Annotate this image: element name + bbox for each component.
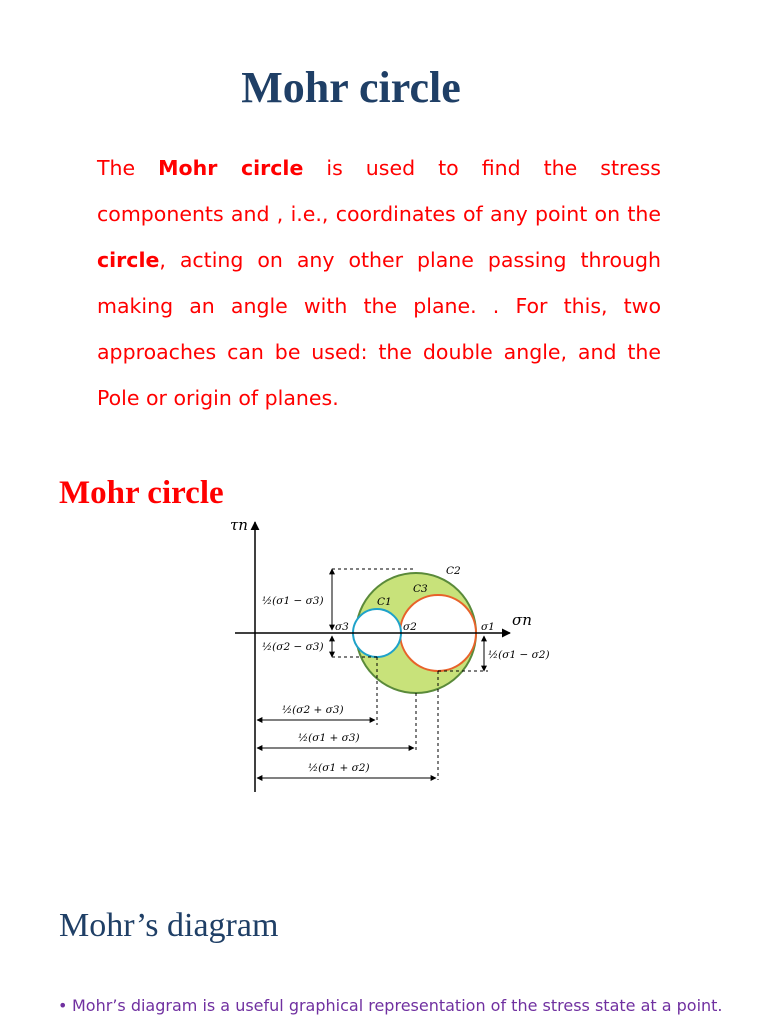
mohr-circle-diagram: [220, 512, 560, 802]
intro-bold-1: Mohr circle: [158, 156, 304, 180]
list-item: • Mohr’s diagram is a useful graphical representation of the stress state at a point.: [58, 996, 758, 1015]
dim-12-half: ½(σ1 − σ2): [488, 649, 550, 661]
center-12: ½(σ1 + σ2): [308, 762, 370, 774]
center-23: ½(σ2 + σ3): [282, 704, 344, 716]
intro-text-3: , acting on any other plane passing through making an angle with the plane. . For this, two approaches can be used: the double angle, and the Pole or origin of planes.: [97, 248, 661, 410]
label-sigma1: σ1: [481, 621, 495, 633]
tau-axis-label: τn: [230, 516, 248, 534]
dim-23-half: ½(σ2 − σ3): [262, 641, 324, 653]
intro-text-1: The: [97, 156, 159, 180]
section-heading-mohrs-diagram: Mohr’s diagram: [59, 907, 279, 944]
bullet-list: [58, 996, 758, 1015]
page-title: Mohr circle: [241, 63, 461, 112]
label-c1: C1: [377, 596, 392, 608]
label-c2: C2: [446, 565, 461, 577]
label-sigma2: σ2: [403, 621, 417, 633]
section-subtitle: Mohr circle: [59, 475, 224, 511]
intro-text-2: is used to find the stress components and , i.e., coordinates of any point on the: [97, 156, 661, 226]
intro-bold-2: circle: [97, 248, 160, 272]
center-13: ½(σ1 + σ3): [298, 732, 360, 744]
intro-paragraph: [97, 145, 661, 421]
label-sigma3: σ3: [335, 621, 349, 633]
dim-13-half: ½(σ1 − σ3): [262, 595, 324, 607]
sigma-axis-label: σn: [512, 611, 532, 629]
label-c3: C3: [413, 583, 428, 595]
